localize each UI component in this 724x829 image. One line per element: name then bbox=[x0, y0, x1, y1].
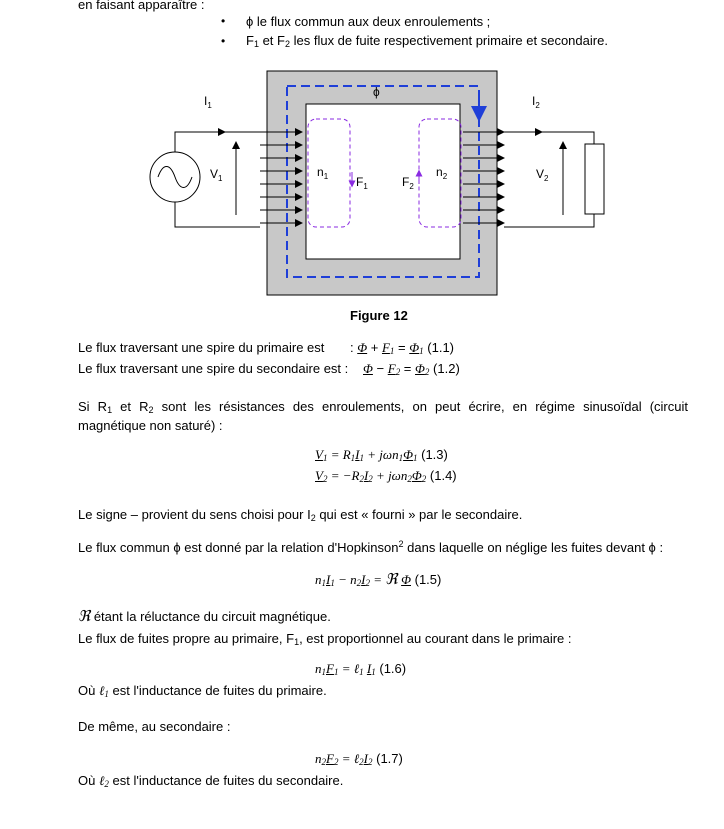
ou-secondary-text: Où ℓ$_2$ est l'inductance de fuites du secondaire. bbox=[78, 773, 344, 789]
equation-1-6: $n_1F_1$ = ℓ$_1$ $I_1$ (1.6) bbox=[315, 661, 407, 677]
label-phi: ϕ bbox=[373, 85, 380, 99]
primary-leak-flux bbox=[308, 119, 350, 227]
label-I2: $I_2$ bbox=[532, 94, 540, 110]
secondary-circuit bbox=[504, 132, 604, 227]
bullet-marker: • bbox=[221, 14, 226, 28]
reluctance-text: ℜ étant la réluctance du circuit magnétique. bbox=[78, 607, 331, 625]
hopkinson-text: Le flux commun ϕ est donné par la relation d'Hopkinson$^2$ dans laquelle on néglige les fuites devant ϕ : bbox=[78, 539, 664, 555]
label-V1: $V_1$ bbox=[210, 167, 223, 183]
magnetic-core bbox=[267, 71, 497, 295]
equation-1-3: $V_1 = R_1I_1 + j\omega n_1\Phi_1$ (1.3) bbox=[315, 447, 448, 463]
resistance-paragraph: Si $R_1$ et $R_2$ sont les résistances des enroulements, on peut écrire, en régime sinusoïdal (circuit magnétique non saturé) : bbox=[78, 399, 688, 433]
bullet-leak-flux: $F_1$ et $F_2$ les flux de fuite respectivement primaire et secondaire. bbox=[246, 33, 608, 49]
label-F1: $F_1$ bbox=[356, 175, 368, 191]
phi-symbol: ϕ bbox=[246, 14, 254, 29]
ou-primary-text: Où ℓ$_1$ est l'inductance de fuites du primaire. bbox=[78, 683, 327, 699]
bullet-marker: • bbox=[221, 34, 226, 48]
transformer-figure bbox=[130, 62, 620, 302]
figure-caption: Figure 12 bbox=[350, 308, 408, 323]
common-flux-path bbox=[287, 86, 479, 277]
primary-circuit bbox=[150, 132, 260, 227]
equation-1-2: $\Phi - F_2 = \Phi_2$ (1.2) bbox=[363, 361, 460, 377]
label-n1: $n_1$ bbox=[317, 165, 329, 181]
bullet-common-flux: ϕ le flux commun aux deux enroulements ; bbox=[246, 14, 491, 29]
flux-secondary-text: Le flux traversant une spire du secondaire est : bbox=[78, 361, 349, 376]
flux-primary-text: Le flux traversant une spire du primaire est bbox=[78, 340, 325, 355]
leak-primary-text: Le flux de fuites propre au primaire, $F_1$, est proportionnel au courant dans le primaire : bbox=[78, 631, 572, 647]
equation-1-5: $n_1I_1 - n_2I_2$ = ℜ Φ (1.5) bbox=[315, 570, 442, 588]
equation-1-7: $n_2F_2$ = $\ell_2I_2$ (1.7) bbox=[315, 751, 403, 767]
equation-1-1: : $\Phi + F_1 = \Phi_1$ (1.1) bbox=[350, 340, 455, 356]
equation-1-4: $V_2 = -R_2I_2 + j\omega n_2\Phi_2$ (1.4) bbox=[315, 468, 457, 484]
label-F2: $F_2$ bbox=[402, 175, 414, 191]
de-meme-text: De même, au secondaire : bbox=[78, 719, 231, 734]
intro-text: en faisant apparaître : bbox=[78, 0, 205, 12]
label-I1: $I_1$ bbox=[204, 94, 212, 110]
label-n2: $n_2$ bbox=[436, 165, 448, 181]
load-resistor bbox=[585, 144, 604, 214]
label-V2: $V_2$ bbox=[536, 167, 549, 183]
sign-text: Le signe – provient du sens choisi pour $I_2$ qui est « fourni » par le secondaire. bbox=[78, 507, 523, 523]
